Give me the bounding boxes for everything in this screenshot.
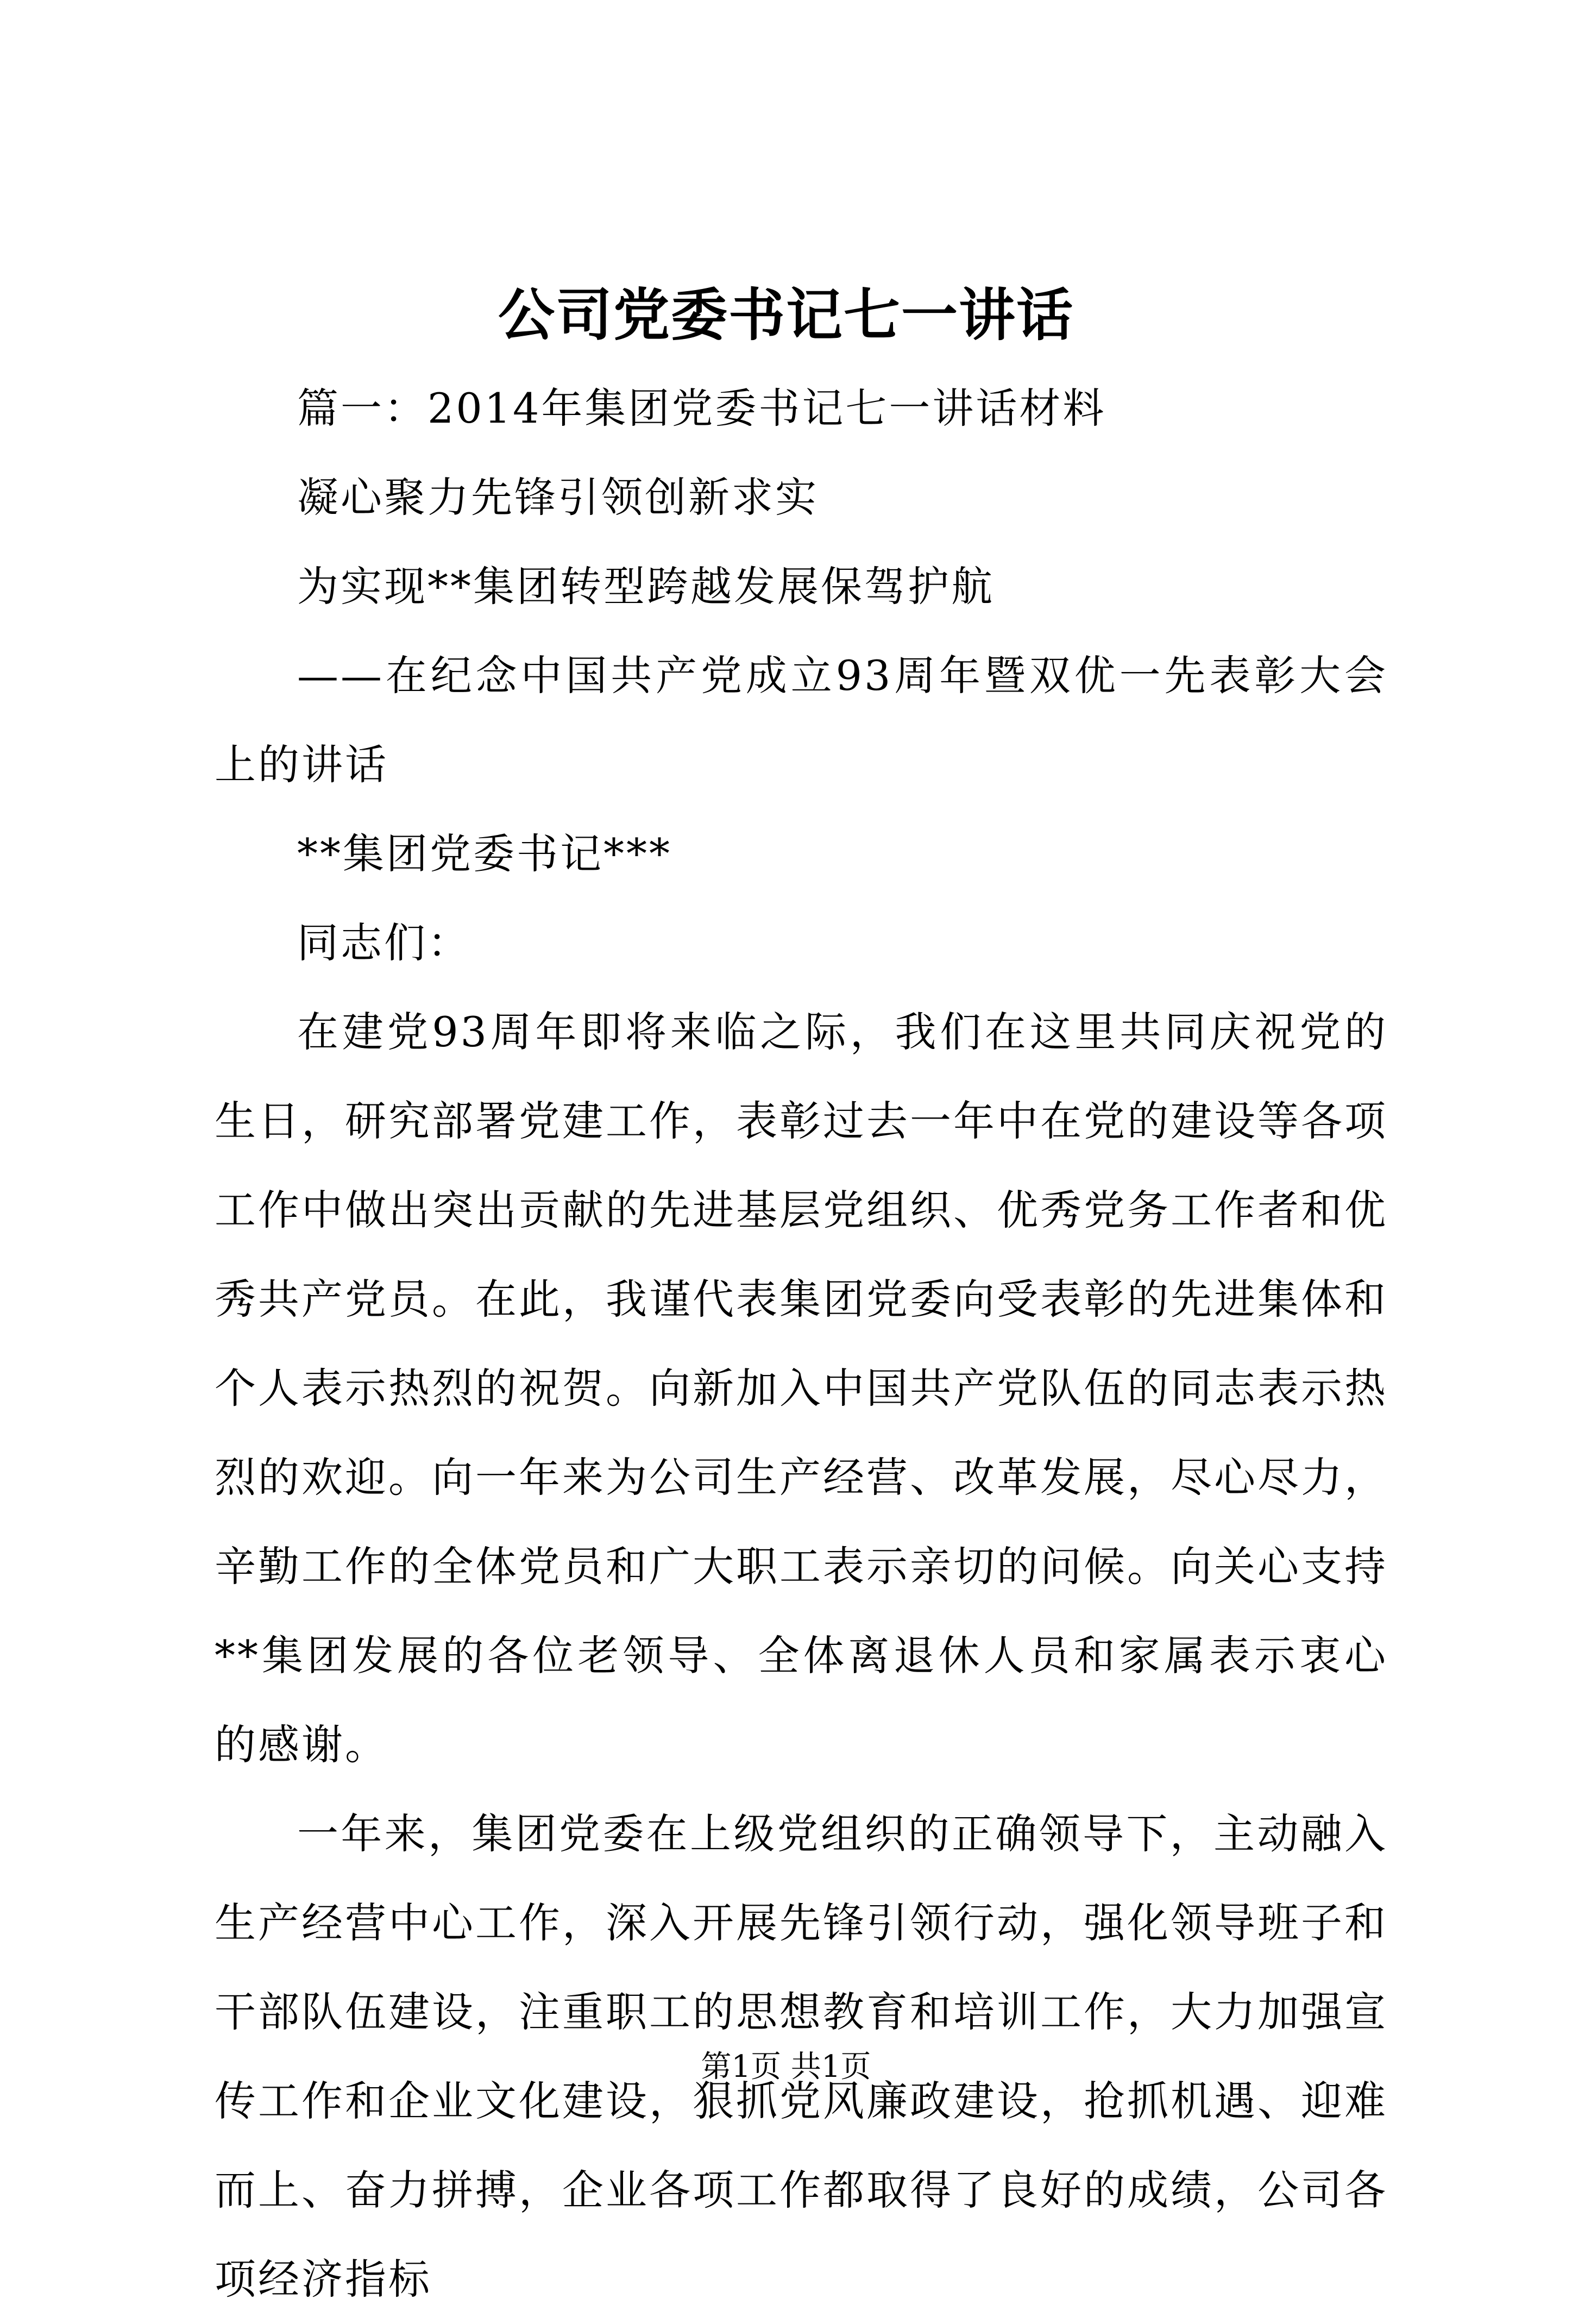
document-body [215, 364, 1388, 2324]
body-paragraph: 一年来，集团党委在上级党组织的正确领导下，主动融入生产经营中心工作，深入开展先锋引领行动，强化领导班子和干部队伍建设，注重职工的思想教育和培训工作，大力加强宣传工作和企业文化建设，狠抓党风廉政建设，抢抓机遇、迎难而上、奋力拼搏，企业各项工作都取得了良好的成绩，公司各项经济指标 [215, 1810, 1388, 2303]
body-paragraph: 在建党93周年即将来临之际，我们在这里共同庆祝党的生日，研究部署党建工作，表彰过去一年中在党的建设等各项工作中做出突出贡献的先进基层党组织、优秀党务工作者和优秀共产党员。在此，我谨代表集团党委向受表彰的先进集体和个人表示热烈的祝贺。向新加入中国共产党队伍的同志表示热烈的欢迎。向一年来为公司生产经营、改革发展，尽心尽力，辛勤工作的全体党员和广大职工表示亲切的问候。向关心支持**集团发展的各位老领导、全体离退休人员和家属表示衷心的感谢。 [215, 1008, 1388, 1769]
salutation: 同志们： [297, 919, 471, 967]
page-footer: 第1页 共1页 [701, 2049, 871, 2084]
document-title: 公司党委书记七一讲话 [498, 281, 1074, 348]
speech-subtitle: ——在纪念中国共产党成立93周年暨双优一先表彰大会上的讲话 [215, 651, 1388, 789]
speaker-line: **集团党委书记*** [297, 830, 672, 878]
section-heading: 篇一：2014年集团党委书记七一讲话材料 [297, 384, 1106, 432]
speech-title-line-1: 凝心聚力先锋引领创新求实 [297, 473, 819, 522]
speech-title-line-2: 为实现**集团转型跨越发展保驾护航 [297, 562, 995, 611]
